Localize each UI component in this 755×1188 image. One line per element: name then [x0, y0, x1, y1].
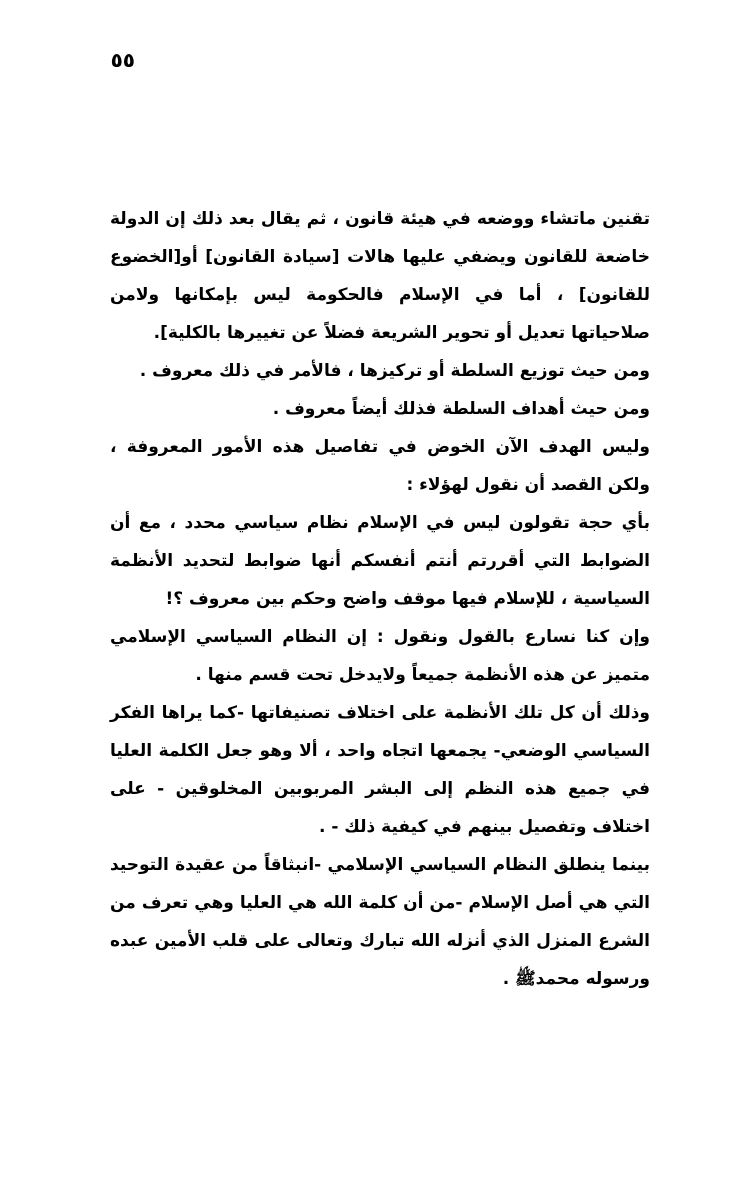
paragraph-3: ومن حيث أهداف السلطة فذلك أيضاً معروف . [272, 399, 650, 419]
page-body [110, 200, 650, 998]
paragraph-8: بينما ينطلق النظام السياسي الإسلامي -انبثاقاً من عقيدة التوحيد التي هي أصل الإسلام -من أن كلمة الله هي العليا وهي تعرف من الشرع المنزل الذي أنزله الله تبارك وتعالى على قلب الأمين عبده ورسوله محمدﷺ . [110, 855, 650, 989]
paragraph-7: وذلك أن كل تلك الأنظمة على اختلاف تصنيفاتها -كما يراها الفكر السياسي الوضعي- يجمعها اتجاه واحد ، ألا وهو جعل الكلمة العليا في جميع هذه النظم إلى البشر المربوبين المخلوقين - على اختلاف وتفصيل بينهم في كيفية ذلك - . [110, 703, 650, 837]
paragraph-2: ومن حيث توزيع السلطة أو تركيزها ، فالأمر في ذلك معروف . [139, 361, 650, 381]
paragraph-6: وإن كنا نسارع بالقول ونقول : إن النظام السياسي الإسلامي متميز عن هذه الأنظمة جميعاً ولايدخل تحت قسم منها . [110, 627, 650, 685]
paragraph-4: وليس الهدف الآن الخوض في تفاصيل هذه الأمور المعروفة ، ولكن القصد أن نقول لهؤلاء : [110, 437, 650, 495]
paragraph-5: بأي حجة تقولون ليس في الإسلام نظام سياسي محدد ، مع أن الضوابط التي أقررتم أنتم أنفسكم أنها ضوابط لتحديد الأنظمة السياسية ، للإسلام فيها موقف واضح وحكم بين معروف ؟! [110, 513, 650, 609]
paragraph-1: تقنين ماتشاء ووضعه في هيئة قانون ، ثم يقال بعد ذلك إن الدولة خاضعة للقانون ويضفي عليها هالات [سيادة القانون] أو[الخضوع للقانون] ، أما في الإسلام فالحكومة ليس بإمكانها ولامن صلاحياتها تعديل أو تحوير الشريعة فضلاً عن تغييرها بالكلية]. [110, 209, 650, 343]
page-number: ٥٥ [110, 48, 135, 72]
